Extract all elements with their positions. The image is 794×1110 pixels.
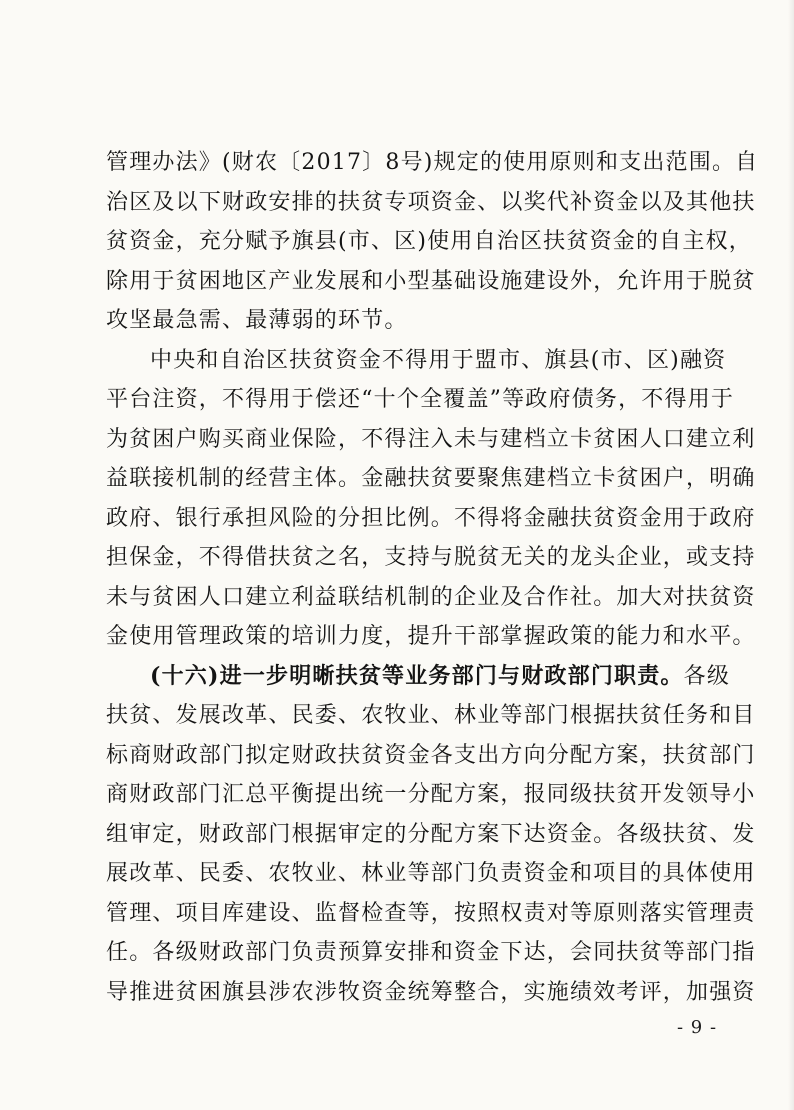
text-line: 政府、银行承担风险的分担比例。不得将金融扶贫资金用于政府 bbox=[106, 505, 756, 531]
text-line: 担保金，不得借扶贫之名，支持与脱贫无关的龙头企业，或支持 bbox=[106, 545, 756, 570]
text-line: 金使用管理政策的培训力度，提升干部掌握政策的能力和水平。 bbox=[106, 624, 756, 649]
text-line: 未与贫困人口建立利益联结机制的企业及合作社。加大对扶贫资 bbox=[106, 584, 756, 610]
text-line: 任。各级财政部门负责预算安排和资金下达，会同扶贫等部门指 bbox=[106, 940, 756, 965]
paragraph-block-1 bbox=[106, 143, 759, 657]
text-line: 为贫困户购买商业保险，不得注入未与建档立卡贫困人口建立利 bbox=[106, 426, 756, 452]
section-heading-line bbox=[106, 657, 731, 697]
text-line: 组审定，财政部门根据审定的分配方案下达资金。各级扶贫、发 bbox=[106, 821, 756, 847]
text-line: 治区及以下财政安排的扶贫专项资金、以奖代补资金以及其他扶 bbox=[106, 189, 756, 215]
text-line: 展改革、民委、农牧业、林业等部门负责资金和项目的具体使用 bbox=[106, 861, 756, 886]
text-line: 标商财政部门拟定财政扶贫资金各支出方向分配方案，扶贫部门 bbox=[106, 742, 756, 768]
text-line: 管理办法》(财农〔2017〕8号)规定的使用原则和支出范围。自 bbox=[106, 150, 759, 175]
text-line: 攻坚最急需、最薄弱的环节。 bbox=[106, 308, 408, 333]
text-line: 平台注资，不得用于偿还“十个全覆盖”等政府债务，不得用于 bbox=[106, 387, 735, 412]
text-line: 商财政部门汇总平衡提出统一分配方案，报同级扶贫开发领导小 bbox=[106, 782, 756, 807]
page-number: - 9 - bbox=[676, 1017, 718, 1038]
text-line: 导推进贫困旗县涉农涉牧资金统筹整合，实施绩效考评，加强资 bbox=[106, 979, 756, 1005]
text-line: 管理、项目库建设、监督检查等，按照权责对等原则落实管理责 bbox=[106, 900, 756, 926]
text-line: 除用于贫困地区产业发展和小型基础设施建设外，允许用于脱贫 bbox=[106, 268, 756, 294]
text-line: 贫资金，充分赋予旗县(市、区)使用自治区扶贫资金的自主权， bbox=[106, 229, 752, 254]
text-line: 扶贫、发展改革、民委、农牧业、林业等部门根据扶贫任务和目 bbox=[106, 703, 756, 728]
body-text bbox=[106, 143, 759, 1012]
section-heading: (十六)进一步明晰扶贫等业务部门与财政部门职责。 bbox=[150, 662, 684, 689]
scan-edge bbox=[788, 0, 794, 1110]
paragraph-block-2 bbox=[106, 696, 756, 1012]
section-heading-continuation: 各级 bbox=[683, 663, 731, 689]
text-line: 益联接机制的经营主体。金融扶贫要聚焦建档立卡贫困户，明确 bbox=[106, 466, 756, 491]
text-line: 中央和自治区扶贫资金不得用于盟市、旗县(市、区)融资 bbox=[150, 347, 727, 373]
